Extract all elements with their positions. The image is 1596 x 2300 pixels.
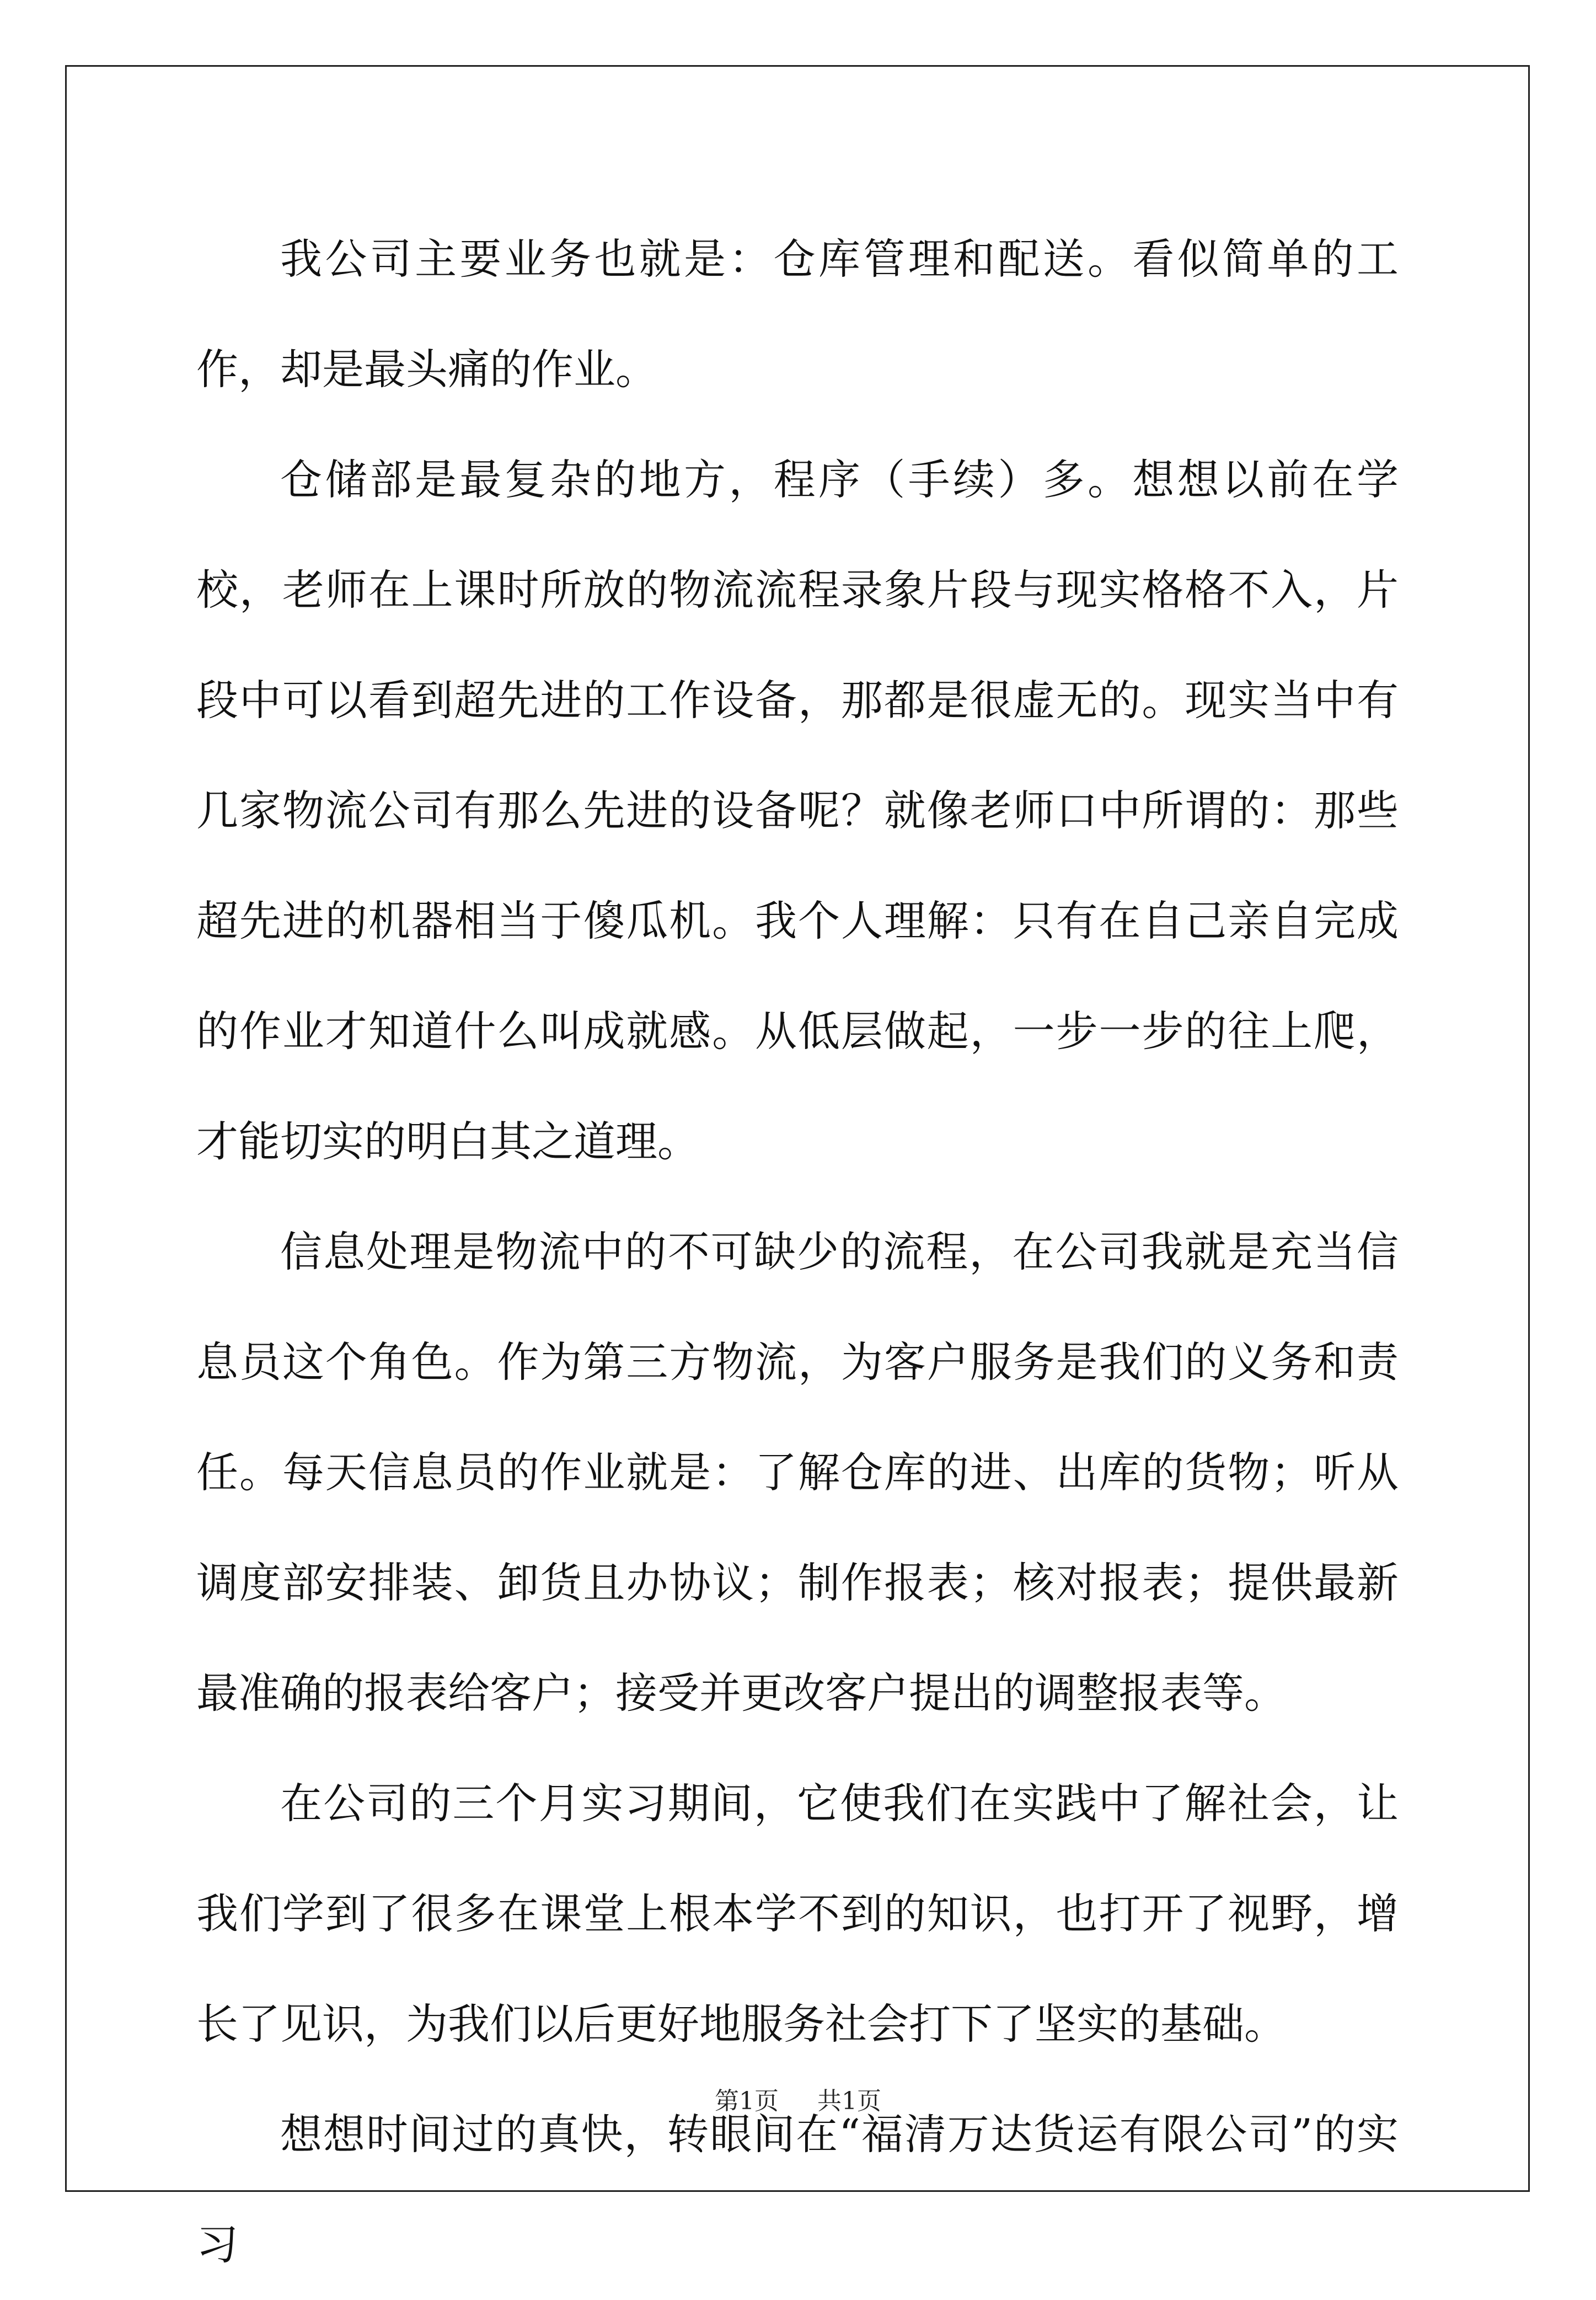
paragraph-1: 我公司主要业务也就是：仓库管理和配送。看似简单的工作，却是最头痛的作业。 <box>196 234 1399 394</box>
footer-spacer <box>786 2087 810 2115</box>
page-footer <box>0 2085 1596 2118</box>
paragraph-2: 仓储部是最复杂的地方，程序（手续）多。想想以前在学校，老师在上课时所放的物流流程录象片段与现实格格不入，片段中可以看到超先进的工作设备，那都是很虚无的。现实当中有几家物流公司有那么先进的设备呢？就像老师口中所谓的：那些超先进的机器相当于傻瓜机。我个人理解：只有在自己亲自完成的作业才知道什么叫成就感。从低层做起，一步一步的往上爬，才能切实的明白其之道理。 <box>196 455 1399 1166</box>
document-body <box>196 204 1399 2300</box>
paragraph-5: 想想时间过的真快，转眼间在“福清万达货运有限公司”的实习 <box>196 2110 1399 2269</box>
paragraph-3: 信息处理是物流中的不可缺少的流程，在公司我就是充当信息员这个角色。作为第三方物流，为客户服务是我们的义务和责任。每天信息员的作业就是：了解仓库的进、出库的货物；听从调度部安排装、卸货且办协议；制作报表；核对报表；提供最新最准确的报表给客户；接受并更改客户提出的调整报表等。 <box>196 1227 1399 1718</box>
page-number: 第1页 <box>715 2087 779 2115</box>
paragraph-4: 在公司的三个月实习期间，它使我们在实践中了解社会，让我们学到了很多在课堂上根本学不到的知识，也打开了视野，增长了见识，为我们以后更好地服务社会打下了坚实的基础。 <box>196 1779 1399 2048</box>
page-total: 共1页 <box>817 2087 881 2115</box>
